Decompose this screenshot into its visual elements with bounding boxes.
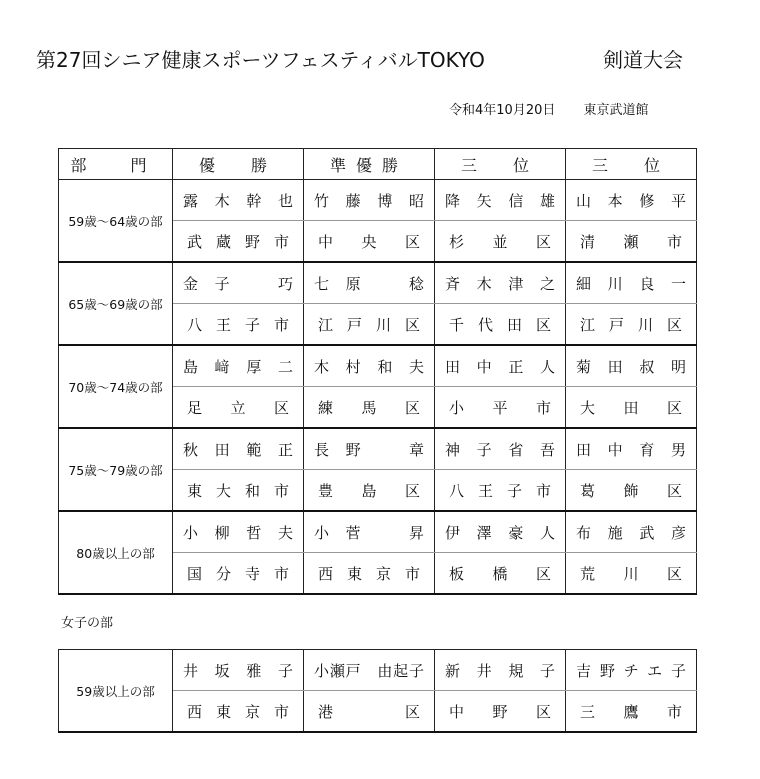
division-label: 59歳～64歳の部 bbox=[59, 180, 173, 263]
event-venue: 東京武道館 bbox=[583, 103, 649, 118]
winner-name: 島﨑厚二 bbox=[173, 345, 304, 387]
winner-name: 神子省吾 bbox=[435, 428, 566, 470]
winner-area: 江戸川区 bbox=[566, 304, 697, 346]
winner-name: 秋田範正 bbox=[173, 428, 304, 470]
winner-area: 西東京市 bbox=[173, 691, 304, 733]
winner-name: 露木幹也 bbox=[173, 180, 304, 221]
event-date: 令和4年10月20日 bbox=[449, 103, 556, 118]
winner-area: 港 区 bbox=[304, 691, 435, 733]
winner-area: 八王子市 bbox=[173, 304, 304, 346]
column-header-third-a: 三 位 bbox=[435, 149, 566, 180]
winner-area: 練馬区 bbox=[304, 387, 435, 429]
division-label: 65歳～69歳の部 bbox=[59, 262, 173, 345]
division-label: 70歳～74歳の部 bbox=[59, 345, 173, 428]
winner-area: 板橋区 bbox=[435, 553, 566, 595]
winner-area: 中野区 bbox=[435, 691, 566, 733]
winner-name: 降矢信雄 bbox=[435, 180, 566, 221]
date-venue-line bbox=[449, 99, 649, 118]
tournament-name: 剣道大会 bbox=[603, 48, 683, 72]
event-title: 第27回シニア健康スポーツフェスティバルTOKYO bbox=[36, 48, 485, 72]
women-section-label: 女子の部 bbox=[61, 616, 114, 631]
winner-name: 井坂雅子 bbox=[173, 650, 304, 691]
winner-name: 新井規子 bbox=[435, 650, 566, 691]
column-header-division: 部 門 bbox=[59, 149, 173, 180]
winner-area: 国分寺市 bbox=[173, 553, 304, 595]
winner-area: 東大和市 bbox=[173, 470, 304, 512]
column-header-runner-up: 準優勝 bbox=[304, 149, 435, 180]
table-row bbox=[59, 180, 697, 221]
winner-area: 清瀬市 bbox=[566, 221, 697, 263]
winner-area: 葛飾区 bbox=[566, 470, 697, 512]
winner-name: 斉木津之 bbox=[435, 262, 566, 304]
header-row bbox=[59, 149, 697, 180]
table-row bbox=[59, 511, 697, 553]
column-header-third-b: 三 位 bbox=[566, 149, 697, 180]
division-label: 80歳以上の部 bbox=[59, 511, 173, 594]
winner-name: 金子 巧 bbox=[173, 262, 304, 304]
winner-area: 武蔵野市 bbox=[173, 221, 304, 263]
winner-area: 三鷹市 bbox=[566, 691, 697, 733]
women-results-table bbox=[58, 649, 697, 733]
winner-area: 足立区 bbox=[173, 387, 304, 429]
winner-area: 千代田区 bbox=[435, 304, 566, 346]
results-table bbox=[58, 148, 697, 595]
winner-name: 田中正人 bbox=[435, 345, 566, 387]
winner-name: 竹藤博昭 bbox=[304, 180, 435, 221]
winner-name: 菊田叔明 bbox=[566, 345, 697, 387]
winner-area: 西東京市 bbox=[304, 553, 435, 595]
winner-area: 大田区 bbox=[566, 387, 697, 429]
winner-name: 七原 稔 bbox=[304, 262, 435, 304]
document-title bbox=[36, 44, 683, 73]
winner-area: 江戸川区 bbox=[304, 304, 435, 346]
winner-name: 山本修平 bbox=[566, 180, 697, 221]
winner-area: 中央区 bbox=[304, 221, 435, 263]
winner-name: 吉野チエ子 bbox=[566, 650, 697, 691]
division-label: 59歳以上の部 bbox=[59, 650, 173, 733]
winner-area: 豊島区 bbox=[304, 470, 435, 512]
table-row bbox=[59, 262, 697, 304]
winner-area: 八王子市 bbox=[435, 470, 566, 512]
winner-name: 長野 章 bbox=[304, 428, 435, 470]
winner-area: 荒川区 bbox=[566, 553, 697, 595]
table-row bbox=[59, 428, 697, 470]
winner-name: 小柳哲夫 bbox=[173, 511, 304, 553]
winner-name: 田中育男 bbox=[566, 428, 697, 470]
winner-name: 布施武彦 bbox=[566, 511, 697, 553]
winner-name: 細川良一 bbox=[566, 262, 697, 304]
winner-name: 小菅 昇 bbox=[304, 511, 435, 553]
table-row bbox=[59, 650, 697, 691]
winner-name: 木村和夫 bbox=[304, 345, 435, 387]
winner-area: 杉並区 bbox=[435, 221, 566, 263]
winner-name: 小瀬戸 由起子 bbox=[304, 650, 435, 691]
table-row bbox=[59, 345, 697, 387]
division-label: 75歳～79歳の部 bbox=[59, 428, 173, 511]
column-header-winner: 優 勝 bbox=[173, 149, 304, 180]
winner-name: 伊澤豪人 bbox=[435, 511, 566, 553]
winner-area: 小平市 bbox=[435, 387, 566, 429]
